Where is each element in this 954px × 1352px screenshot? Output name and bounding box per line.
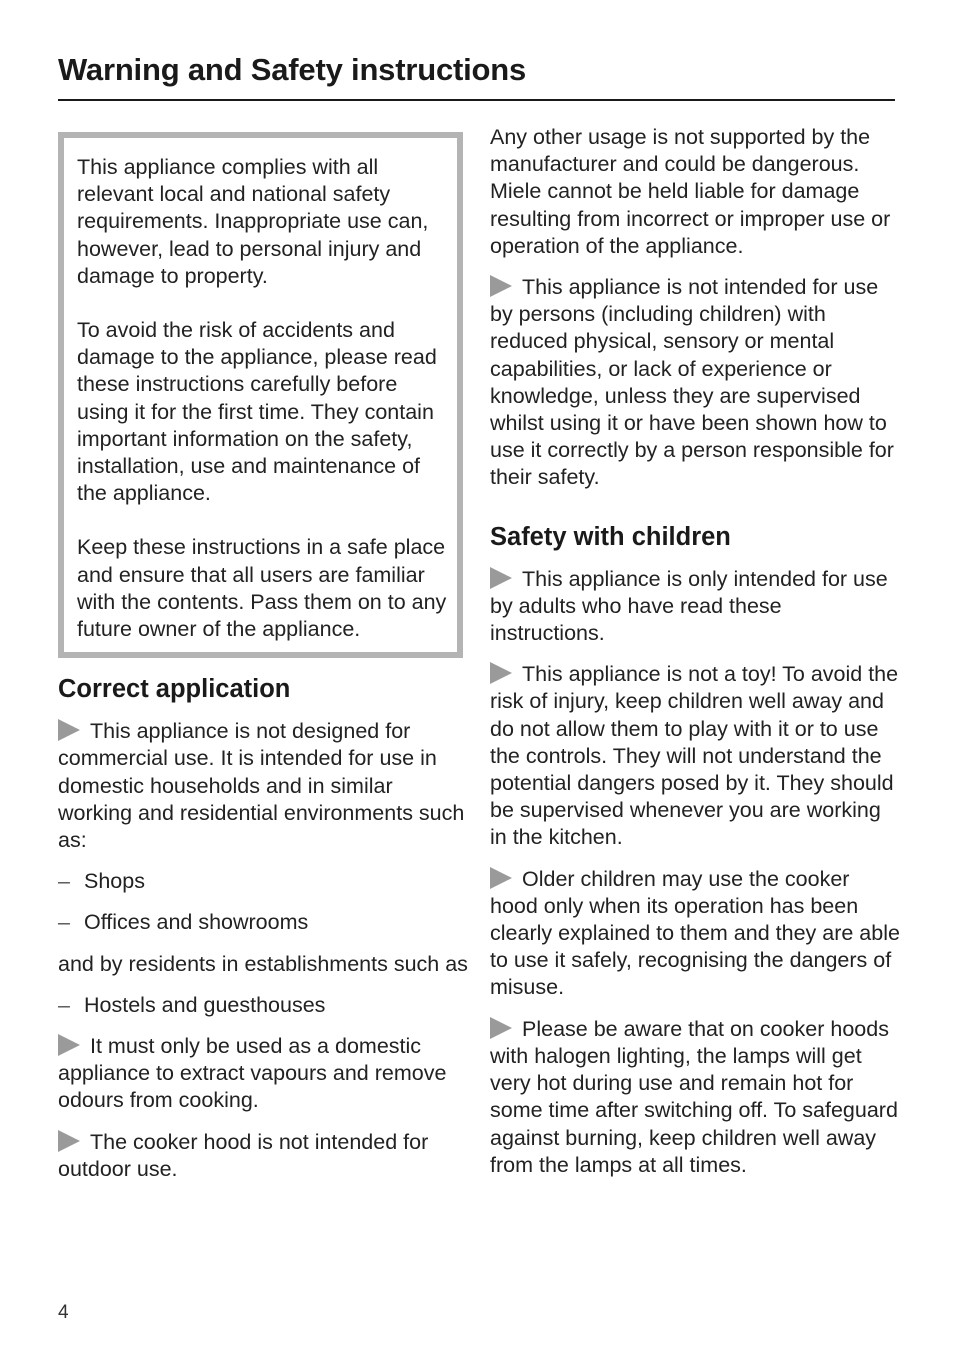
triangle-right-icon bbox=[490, 662, 512, 684]
triangle-right-icon bbox=[58, 719, 80, 741]
dash-list-item bbox=[58, 909, 468, 936]
dash-list-item bbox=[58, 992, 468, 1019]
page-number: 4 bbox=[58, 1302, 69, 1323]
dash-marker: – bbox=[58, 869, 70, 894]
section-heading-correct-application: Correct application bbox=[58, 675, 291, 704]
section-heading-safety-with-children: Safety with children bbox=[490, 522, 731, 551]
bullet-paragraph bbox=[490, 274, 900, 492]
bullet-text: The cooker hood is not intended for outdoor use. bbox=[58, 1129, 429, 1181]
title-divider bbox=[58, 99, 895, 101]
bullet-paragraph bbox=[58, 1129, 468, 1183]
dash-list-item bbox=[58, 868, 468, 895]
dash-marker: – bbox=[58, 992, 70, 1017]
notice-paragraph: This appliance complies with all relevant local and national safety requirements. Inappropriate use can, however, lead to personal injury and damage to property. bbox=[77, 155, 429, 288]
right-column bbox=[490, 124, 900, 1193]
bullet-text: It must only be used as a domestic appliance to extract vapours and remove odours from cooking. bbox=[58, 1034, 447, 1113]
dash-item-text: Shops bbox=[84, 869, 145, 894]
triangle-right-icon bbox=[58, 1130, 80, 1152]
page-title: Warning and Safety instructions bbox=[58, 52, 527, 87]
left-column bbox=[58, 132, 468, 1197]
bullet-text: This appliance is only intended for use by adults who have read these instructions. bbox=[490, 566, 888, 646]
triangle-right-icon bbox=[490, 867, 512, 889]
bullet-paragraph bbox=[58, 1033, 468, 1115]
notice-paragraph: Keep these instructions in a safe place and ensure that all users are familiar with the contents. Pass them on to any future owner of the appliance. bbox=[77, 535, 447, 642]
triangle-right-icon bbox=[490, 1017, 512, 1039]
body-paragraph: and by residents in establishments such as bbox=[58, 951, 468, 976]
safety-notice-box bbox=[58, 132, 463, 658]
dash-item-text: Offices and showrooms bbox=[84, 910, 309, 935]
bullet-paragraph bbox=[490, 661, 900, 851]
bullet-text: This appliance is not intended for use by persons (including children) with reduced physical, sensory or mental capabilities, or lack of experience or knowledge, unless they are supervised whilst using it or have been shown how to use it correctly by a person responsible for their safety. bbox=[490, 275, 894, 490]
triangle-right-icon bbox=[490, 275, 512, 297]
bullet-text: Older children may use the cooker hood only when its operation has been clearly explained to them and they are able to use it safely, recognising the dangers of misuse. bbox=[490, 866, 900, 1000]
dash-item-text: Hostels and guesthouses bbox=[84, 992, 326, 1017]
bullet-paragraph bbox=[58, 718, 468, 854]
bullet-text: This appliance is not designed for commercial use. It is intended for use in domestic households and in similar working and residential environments such as: bbox=[58, 719, 465, 853]
body-paragraph: Any other usage is not supported by the manufacturer and could be dangerous. Miele cannot be held liable for damage resulting from incorrect or improper use or operation of the appliance. bbox=[490, 125, 891, 258]
bullet-text: This appliance is not a toy! To avoid the risk of injury, keep children well away and do not allow them to play with it or to use the controls. They will not understand the potential dangers posed by it. They should be supervised whenever you are working in the kitchen. bbox=[490, 662, 899, 850]
notice-paragraph: To avoid the risk of accidents and damage to the appliance, please read these instructions carefully before using it for the first time. They contain important information on the safety, installation, use and maintenance of the appliance. bbox=[77, 318, 437, 506]
bullet-paragraph bbox=[490, 1016, 900, 1179]
triangle-right-icon bbox=[490, 567, 512, 589]
dash-marker: – bbox=[58, 910, 70, 935]
triangle-right-icon bbox=[58, 1034, 80, 1056]
bullet-paragraph bbox=[490, 566, 900, 648]
bullet-paragraph bbox=[490, 866, 900, 1002]
bullet-text: Please be aware that on cooker hoods with halogen lighting, the lamps will get very hot during use and remain hot for some time after switching off. To safeguard against burning, keep children well away from the lamps at all times. bbox=[490, 1016, 898, 1177]
